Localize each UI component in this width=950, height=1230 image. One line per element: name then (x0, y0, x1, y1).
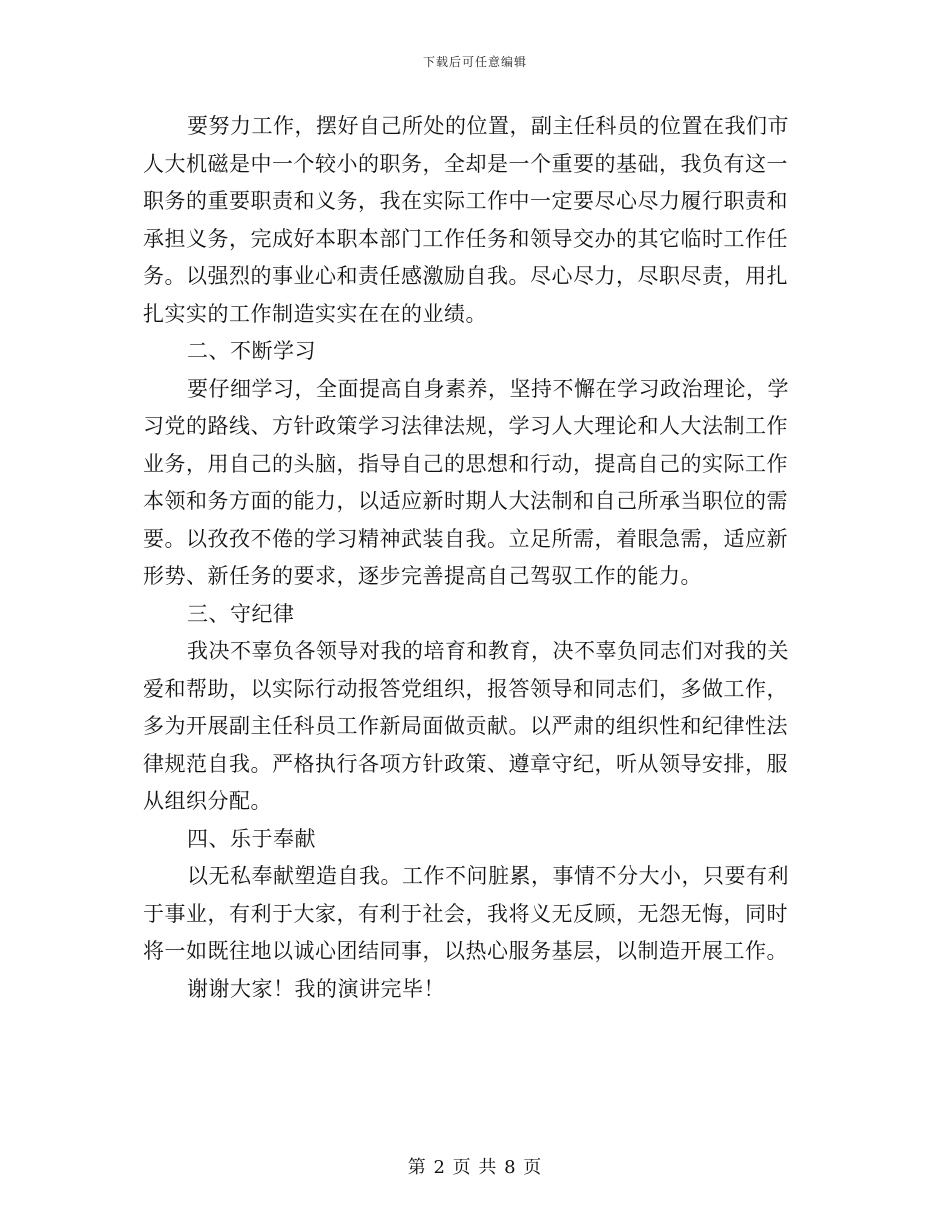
paragraph-line: 将一如既往地以诚心团结同事，以热心服务基层，以制造开展工作。 (143, 939, 788, 963)
page-header: 下载后可任意编辑 (422, 55, 527, 69)
paragraph-line: 形势、新任务的要求，逐步完善提高自己驾驭工作的能力。 (143, 564, 702, 588)
paragraph-line: 职务的重要职责和义务，我在实际工作中一定要尽心尽力履行职责和 (143, 189, 788, 213)
paragraph-line: 于事业，有利于大家，有利于社会，我将义无反顾，无怨无悔，同时 (143, 901, 788, 926)
paragraph-line: 扎实实的工作制造实实在在的业绩。 (143, 301, 487, 326)
paragraph-line: 承担义务，完成好本职本部门工作任务和领导交办的其它临时工作任 (143, 226, 788, 251)
paragraph-line: 从组织分配。 (143, 789, 272, 813)
page-footer: 第 2 页 共 8 页 (407, 1157, 543, 1178)
document-body (143, 108, 793, 1008)
section-heading: 四、乐于奉献 (187, 826, 316, 851)
paragraph-line: 要。以孜孜不倦的学习精神武装自我。立足所需，着眼急需，适应新 (143, 526, 788, 551)
paragraph-line: 人大机磁是中一个较小的职务，全却是一个重要的基础，我负有这一 (143, 151, 788, 176)
paragraph-line: 要努力工作，摆好自己所处的位置，副主任科员的位置在我们市 (187, 114, 789, 138)
section-heading: 二、不断学习 (187, 339, 316, 363)
paragraph-line: 习党的路线、方针政策学习法律法规，学习人大理论和人大法制工作 (143, 414, 788, 438)
closing-line: 谢谢大家！我的演讲完毕！ (187, 976, 445, 1001)
section-heading: 三、守纪律 (187, 601, 295, 626)
paragraph-line: 律规范自我。严格执行各项方针政策、遵章守纪，听从领导安排，服 (143, 751, 788, 776)
paragraph-line: 务。以强烈的事业心和责任感激励自我。尽心尽力，尽职尽责，用扎 (143, 264, 788, 288)
paragraph-line: 我决不辜负各领导对我的培育和教育，决不辜负同志们对我的关 (187, 639, 789, 663)
paragraph-line: 多为开展副主任科员工作新局面做贡献。以严肃的组织性和纪律性法 (143, 714, 788, 738)
paragraph-line: 本领和务方面的能力，以适应新时期人大法制和自己所承当职位的需 (143, 489, 788, 513)
paragraph-line: 以无私奉献塑造自我。工作不问脏累，事情不分大小，只要有利 (187, 864, 789, 888)
paragraph-line: 要仔细学习，全面提高自身素养，坚持不懈在学习政治理论，学 (187, 376, 789, 401)
paragraph-line: 爱和帮助，以实际行动报答党组织，报答领导和同志们，多做工作， (143, 676, 788, 701)
paragraph-line: 业务，用自己的头脑，指导自己的思想和行动，提高自己的实际工作 (143, 451, 788, 476)
